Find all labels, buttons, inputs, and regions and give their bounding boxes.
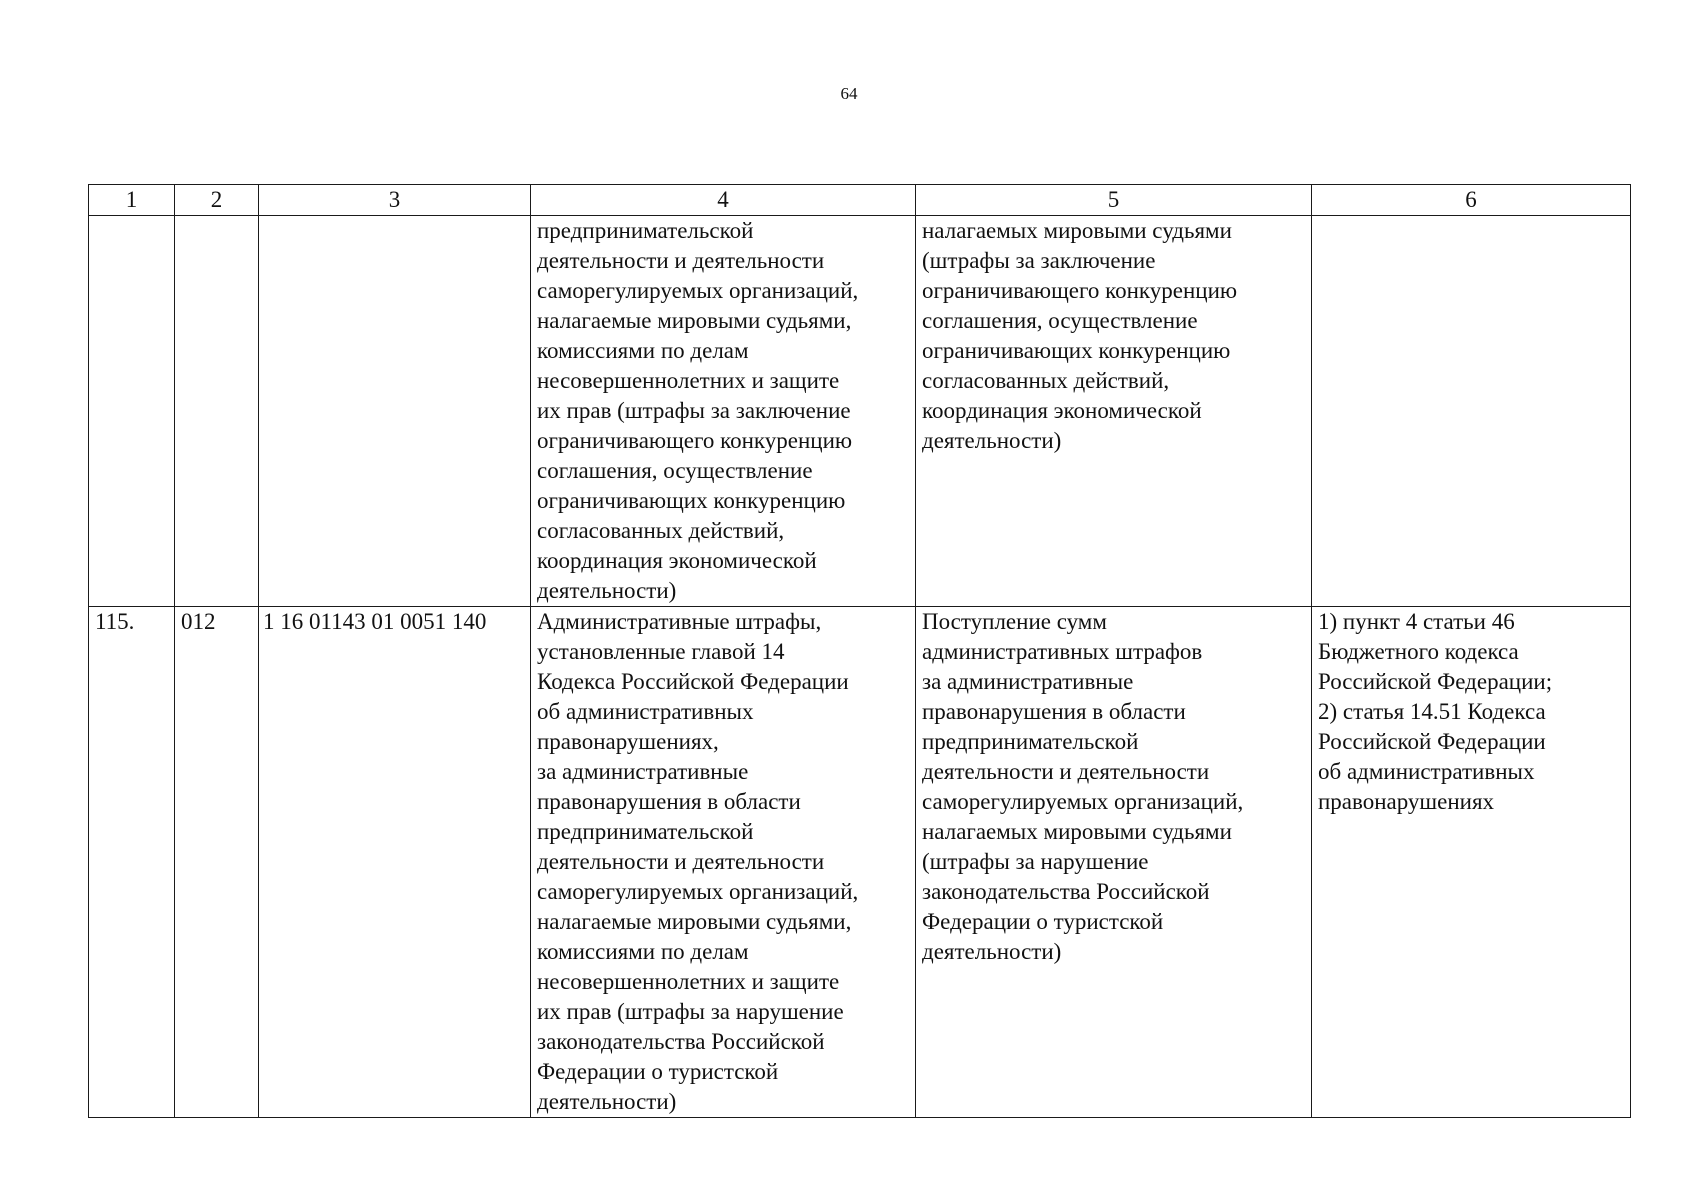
cell-text-line: налагаемые мировыми судьями, (537, 909, 852, 934)
cell-text-line: их прав (штрафы за заключение (537, 398, 851, 423)
cell-text-line: (штрафы за заключение (922, 248, 1156, 273)
cell-text-line: правонарушения в области (537, 789, 801, 814)
kbk-code-cell (259, 216, 531, 607)
cell-text-line: согласованных действий, (537, 518, 785, 543)
cell-text-line: координация экономической (922, 398, 1202, 423)
cell-text-line: об административных (1318, 759, 1535, 784)
cell-text-line: несовершеннолетних и защите (537, 969, 840, 994)
cell-text-line: предпринимательской (537, 819, 754, 844)
legal-basis-cell (1312, 216, 1631, 607)
cell-text-line: комиссиями по делам (537, 338, 749, 363)
cell-text-line: их прав (штрафы за нарушение (537, 999, 844, 1024)
cell-text-line: Федерации о туристской (922, 909, 1164, 934)
cell-text-line: деятельности и деятельности (537, 248, 825, 273)
cell-text-line: Бюджетного кодекса (1318, 639, 1519, 664)
cell-text-line: налагаемых мировыми судьями (922, 218, 1232, 243)
header-cell-1: 1 (89, 185, 175, 216)
cell-text-line: координация экономической (537, 548, 817, 573)
cell-text-line: ограничивающего конкуренцию (922, 278, 1238, 303)
table-row (89, 607, 1631, 1118)
kbk-code-cell: 1 16 01143 01 0051 140 (259, 607, 531, 1118)
header-cell-6: 6 (1312, 185, 1631, 216)
cell-text-line: правонарушениях, (537, 729, 719, 754)
document-table (88, 184, 1631, 1118)
cell-text-line: ограничивающего конкуренцию (537, 428, 853, 453)
cell-text-line: комиссиями по делам (537, 939, 749, 964)
cell-text-line: 1) пункт 4 статьи 46 (1318, 609, 1515, 634)
page-number: 64 (840, 84, 858, 103)
cell-text-line: налагаемых мировыми судьями (922, 819, 1232, 844)
cell-text-line: деятельности и деятельности (922, 759, 1210, 784)
header-cell-5: 5 (916, 185, 1312, 216)
cell-text-line: саморегулируемых организаций, (537, 879, 859, 904)
cell-text-line: за административные (922, 669, 1134, 694)
header-cell-2: 2 (175, 185, 259, 216)
cell-text-line: деятельности) (537, 1089, 677, 1114)
cell-text-line: деятельности) (922, 428, 1062, 453)
cell-text-line: предпринимательской (922, 729, 1139, 754)
cell-text-line: несовершеннолетних и защите (537, 368, 840, 393)
table-header-row (89, 185, 1631, 216)
income-description-cell (916, 216, 1312, 607)
cell-text-line: саморегулируемых организаций, (922, 789, 1244, 814)
cell-text-line: Российской Федерации; (1318, 669, 1553, 694)
cell-text-line: правонарушениях (1318, 789, 1495, 814)
cell-text-line: Административные штрафы, (537, 609, 822, 634)
cell-text-line: административных штрафов (922, 639, 1203, 664)
cell-text-line: саморегулируемых организаций, (537, 278, 859, 303)
cell-text-line: об административных (537, 699, 754, 724)
cell-text-line: (штрафы за нарушение (922, 849, 1149, 874)
cell-text-line: Федерации о туристской (537, 1059, 779, 1084)
cell-text-line: деятельности) (922, 939, 1062, 964)
admin-code-cell: 012 (175, 607, 259, 1118)
cell-text-line: деятельности и деятельности (537, 849, 825, 874)
admin-code-cell (175, 216, 259, 607)
cell-text-line: Российской Федерации (1318, 729, 1546, 754)
cell-text-line: предпринимательской (537, 218, 754, 243)
cell-text-line: Поступление сумм (922, 609, 1107, 634)
cell-text-line: законодательства Российской (922, 879, 1210, 904)
cell-text-line: правонарушения в области (922, 699, 1186, 724)
header-cell-4: 4 (531, 185, 916, 216)
row-number-cell (89, 216, 175, 607)
row-number-cell: 115. (89, 607, 175, 1118)
legal-basis-cell (1312, 607, 1631, 1118)
cell-text-line: 2) статья 14.51 Кодекса (1318, 699, 1546, 724)
cell-text-line: установленные главой 14 (537, 639, 785, 664)
cell-text-line: согласованных действий, (922, 368, 1170, 393)
cell-text-line: соглашения, осуществление (537, 458, 813, 483)
cell-text-line: законодательства Российской (537, 1029, 825, 1054)
cell-text-line: Кодекса Российской Федерации (537, 669, 849, 694)
cell-text-line: деятельности) (537, 578, 677, 603)
cell-text-line: налагаемые мировыми судьями, (537, 308, 852, 333)
cell-text-line: ограничивающих конкуренцию (537, 488, 846, 513)
kbk-name-cell (531, 607, 916, 1118)
cell-text-line: соглашения, осуществление (922, 308, 1198, 333)
cell-text-line: ограничивающих конкуренцию (922, 338, 1231, 363)
income-description-cell (916, 607, 1312, 1118)
kbk-name-cell (531, 216, 916, 607)
header-cell-3: 3 (259, 185, 531, 216)
table-row (89, 216, 1631, 607)
cell-text-line: за административные (537, 759, 749, 784)
